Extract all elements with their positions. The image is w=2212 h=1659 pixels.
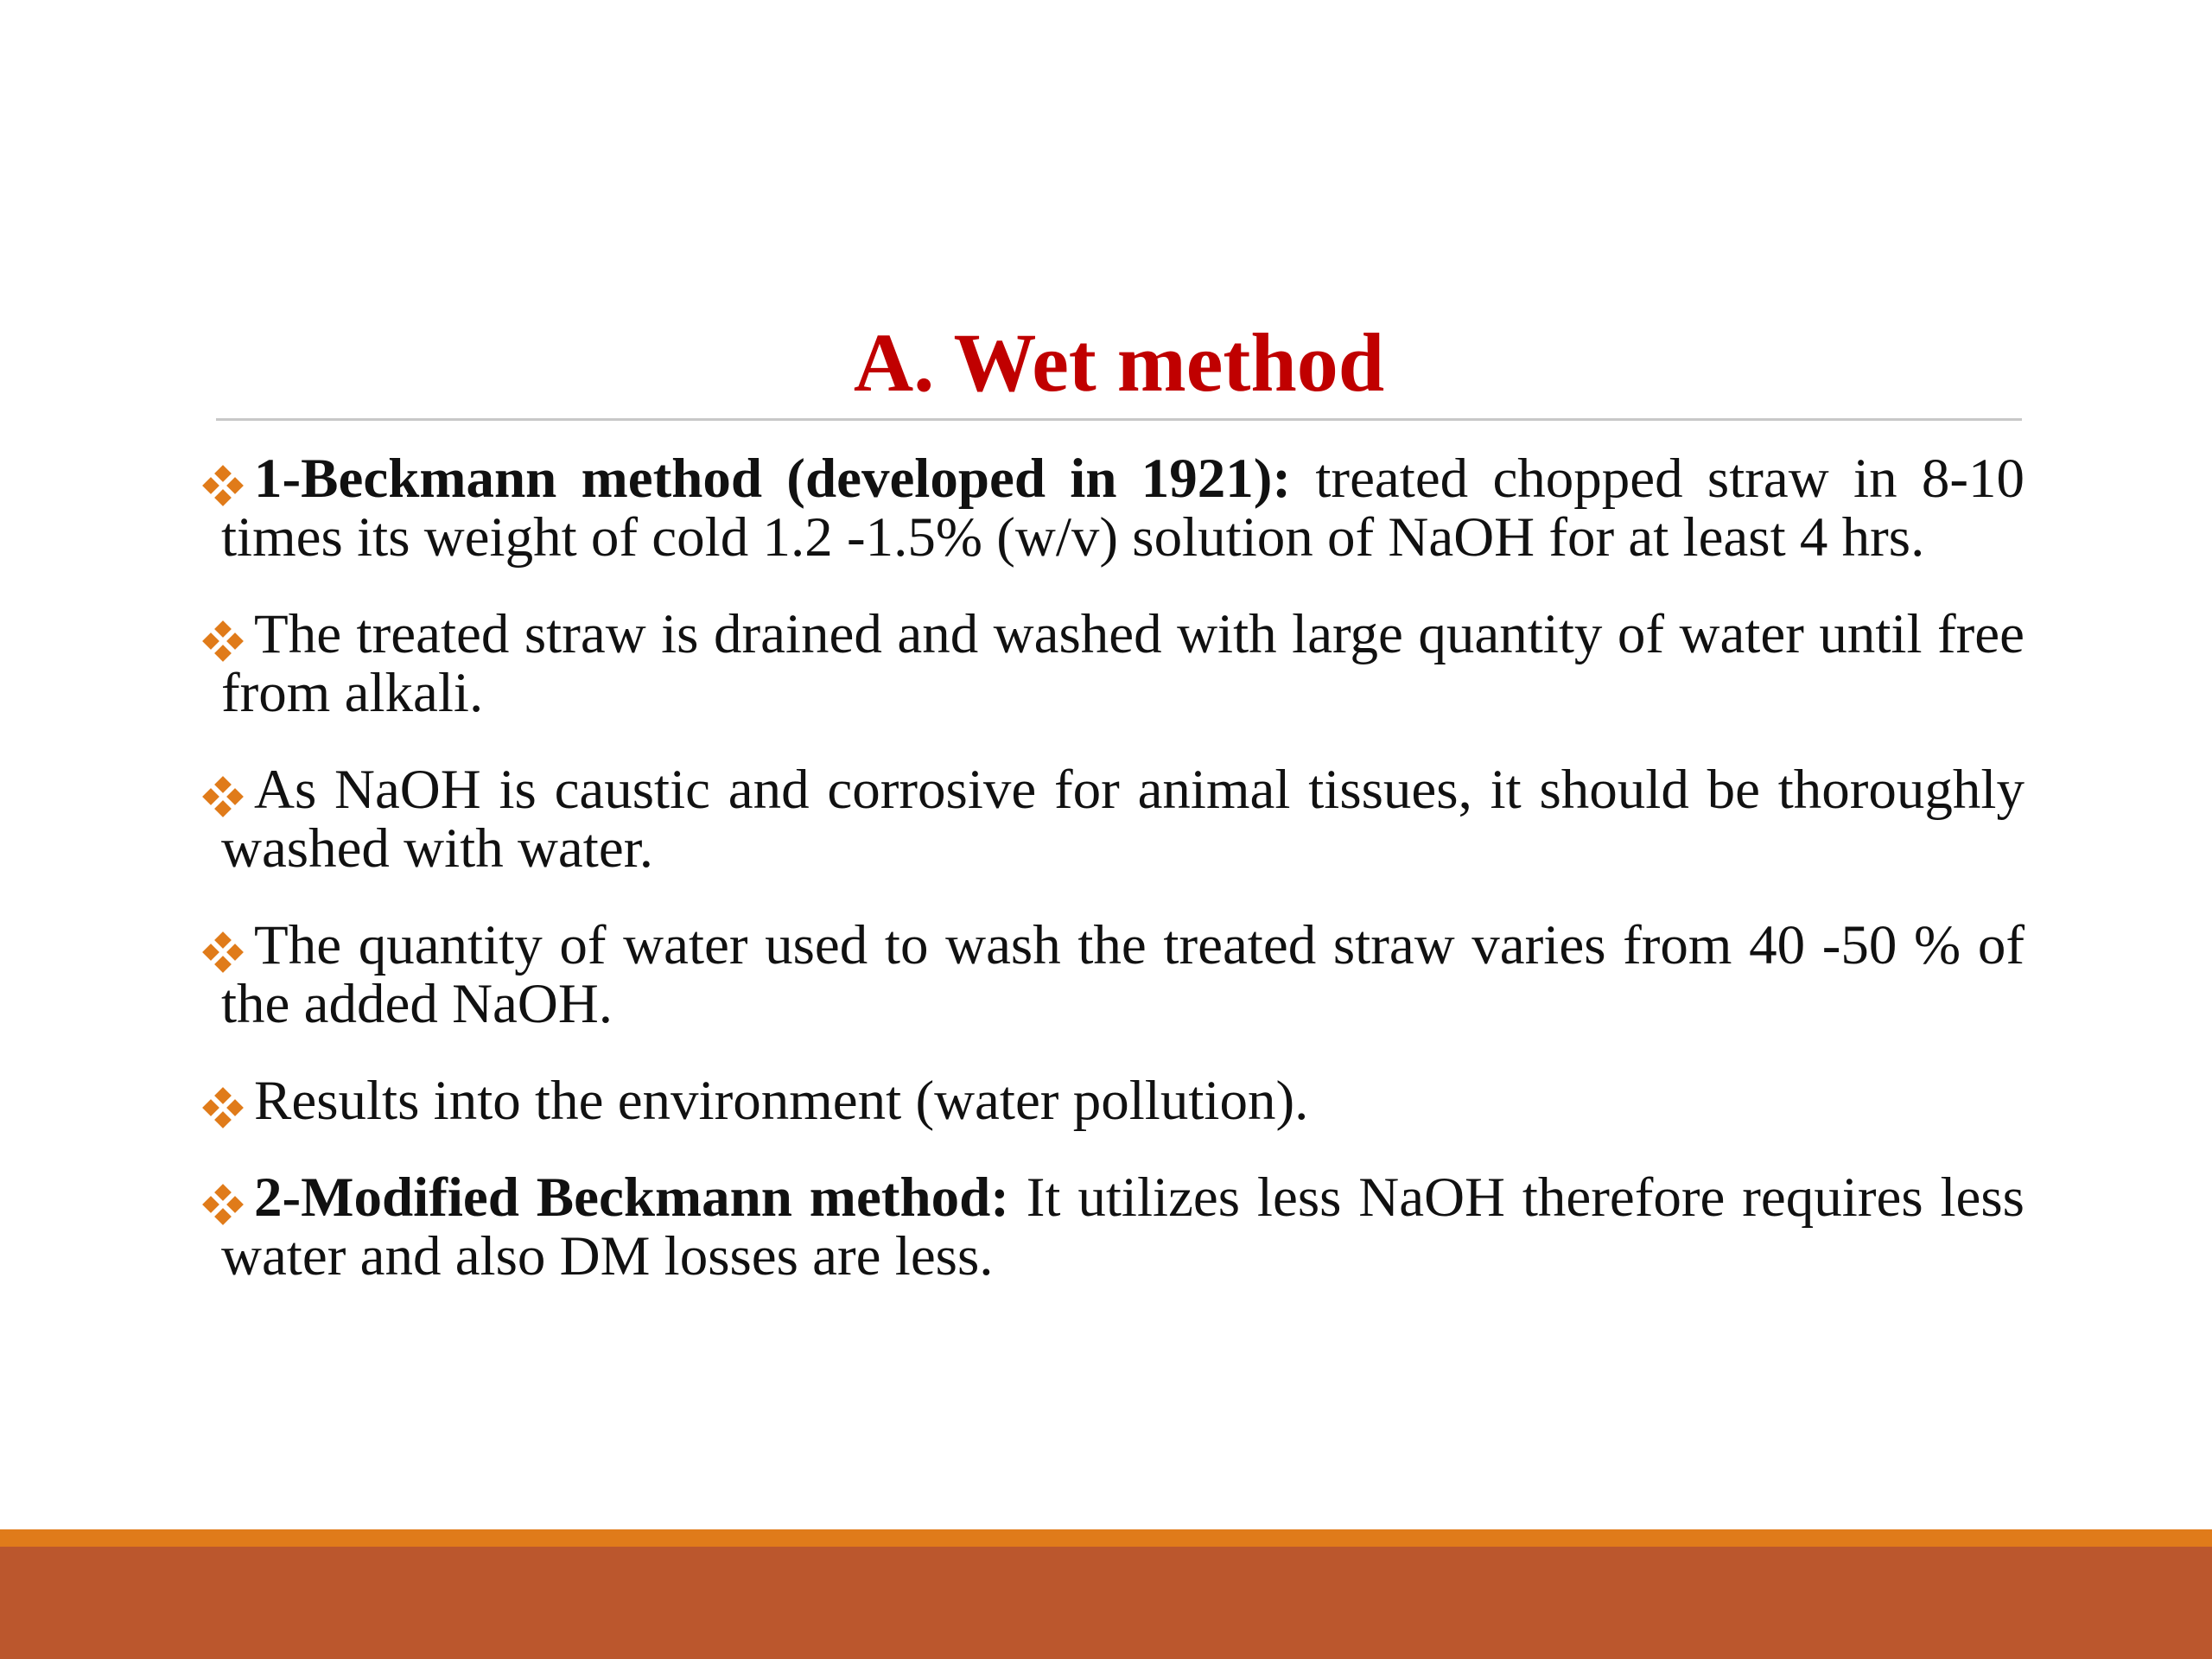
bullet-item — [221, 916, 2024, 1033]
bullet-body: The quantity of water used to wash the treated straw varies from 40 -50 % of the added NaOH. — [221, 914, 2024, 1035]
bullet-body: The treated straw is drained and washed with large quantity of water until free from alkali. — [221, 603, 2024, 724]
bullet-item — [221, 1071, 2024, 1130]
bullet-list — [221, 449, 2024, 1324]
bullet-item — [221, 449, 2024, 567]
diamond-bullet-icon — [202, 1184, 244, 1225]
bullet-text — [221, 1168, 2024, 1286]
bullet-item — [221, 760, 2024, 878]
bullet-item — [221, 605, 2024, 722]
footer-accent-stripe — [0, 1529, 2212, 1547]
diamond-bullet-icon — [202, 776, 244, 817]
diamond-bullet-icon — [202, 931, 244, 973]
bullet-body: It utilizes less NaOH therefore requires less water and also DM losses are less. — [221, 1166, 2024, 1287]
diamond-bullet-icon — [202, 465, 244, 506]
diamond-bullet-icon — [202, 1087, 244, 1128]
bullet-text — [221, 449, 2024, 567]
bullet-text — [221, 1071, 2024, 1130]
bullet-body: As NaOH is caustic and corrosive for animal tissues, it should be thoroughly washed with water. — [221, 759, 2024, 880]
bullet-text — [221, 916, 2024, 1033]
bullet-item — [221, 1168, 2024, 1286]
diamond-bullet-icon — [202, 620, 244, 662]
bullet-body: Results into the environment (water pollution). — [254, 1070, 1309, 1132]
bullet-text — [221, 760, 2024, 878]
bullet-text — [221, 605, 2024, 722]
slide-title: A. Wet method — [853, 316, 1385, 409]
bullet-lead: 2-Modified Beckmann method: — [254, 1166, 1009, 1229]
bullet-lead: 1-Beckmann method (developed in 1921): — [254, 448, 1292, 510]
bullet-body: treated chopped straw in 8-10 times its weight of cold 1.2 -1.5% (w/v) solution of NaOH for at least 4 hrs. — [221, 448, 2024, 569]
footer-band — [0, 1547, 2212, 1659]
title-divider — [216, 418, 2022, 421]
